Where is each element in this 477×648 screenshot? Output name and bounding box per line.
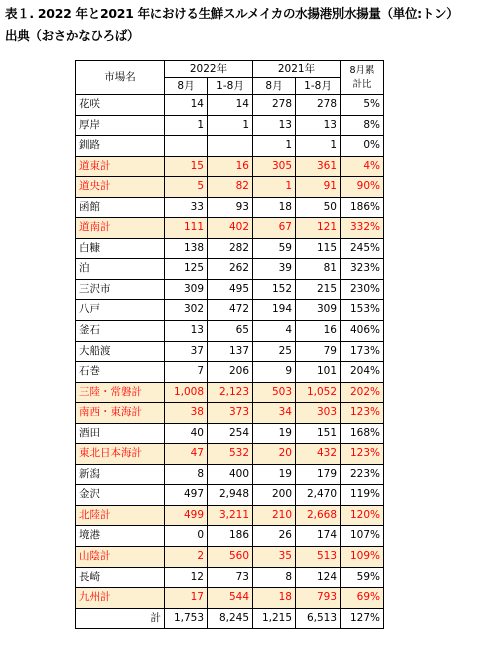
aug-2022-cell: 1,008 <box>165 382 208 403</box>
aug-2021-cell: 278 <box>253 95 296 116</box>
aug-2022-cell: 0 <box>165 526 208 547</box>
market-name-cell: 釜石 <box>76 321 165 342</box>
aug-2021-cell: 13 <box>253 115 296 136</box>
market-name-cell: 山陰計 <box>76 547 165 568</box>
aug-2021-cell: 200 <box>253 485 296 506</box>
cum-2021-cell: 179 <box>296 464 341 485</box>
year-2021-header: 2021年 <box>253 61 341 78</box>
table-row <box>76 403 384 424</box>
cum-2022-cell: 73 <box>208 567 253 588</box>
market-name-cell: 大船渡 <box>76 341 165 362</box>
cum-2022-cell <box>208 136 253 157</box>
cum-2021-cell: 215 <box>296 279 341 300</box>
ratio-cell: 230% <box>341 279 384 300</box>
aug-2022-cell: 14 <box>165 95 208 116</box>
market-name-cell: 酒田 <box>76 423 165 444</box>
table-row <box>76 136 384 157</box>
aug-2021-cell: 18 <box>253 197 296 218</box>
cum-2022-cell: 2,948 <box>208 485 253 506</box>
cum-2022-cell: 3,211 <box>208 505 253 526</box>
aug-2021-cell: 9 <box>253 362 296 383</box>
total-label: 計 <box>76 608 165 629</box>
ratio-cell: 107% <box>341 526 384 547</box>
market-name-cell: 泊 <box>76 259 165 280</box>
ratio-cell: 123% <box>341 403 384 424</box>
market-name-cell: 長崎 <box>76 567 165 588</box>
ratio-cell: 120% <box>341 505 384 526</box>
aug-2021-cell: 152 <box>253 279 296 300</box>
cum-2022-cell: 373 <box>208 403 253 424</box>
aug-2022-cell: 7 <box>165 362 208 383</box>
table-row <box>76 259 384 280</box>
market-name-cell: 金沢 <box>76 485 165 506</box>
aug-2021-cell: 35 <box>253 547 296 568</box>
aug-2021-cell: 210 <box>253 505 296 526</box>
aug-2022-cell: 2 <box>165 547 208 568</box>
table-title: 表１. 2022 年と2021 年における生鮮スルメイカの水揚港別水揚量（単位:トン） <box>5 6 459 21</box>
ratio-cell: 5% <box>341 95 384 116</box>
table-row <box>76 300 384 321</box>
aug-2021-cell: 25 <box>253 341 296 362</box>
table-row <box>76 321 384 342</box>
aug-2022-cell: 497 <box>165 485 208 506</box>
source-note: 出典（おさかなひろば） <box>5 28 140 43</box>
total-row <box>76 608 384 629</box>
market-name-cell: 九州計 <box>76 588 165 609</box>
cum-2022-header: 1-8月 <box>208 78 253 95</box>
cum-2021-cell: 16 <box>296 321 341 342</box>
ratio-cell: 245% <box>341 238 384 259</box>
market-name-cell: 函館 <box>76 197 165 218</box>
cum-2022-cell: 93 <box>208 197 253 218</box>
market-header: 市場名 <box>76 61 165 95</box>
aug-2021-cell: 194 <box>253 300 296 321</box>
aug-2022-cell: 17 <box>165 588 208 609</box>
cum-2021-cell: 79 <box>296 341 341 362</box>
cum-2021-cell: 1,052 <box>296 382 341 403</box>
total-aug-2021: 1,215 <box>253 608 296 629</box>
table-row <box>76 279 384 300</box>
market-name-cell: 三沢市 <box>76 279 165 300</box>
table-body <box>76 95 384 609</box>
market-name-cell: 境港 <box>76 526 165 547</box>
ratio-cell: 202% <box>341 382 384 403</box>
ratio-header <box>341 61 384 95</box>
cum-2022-cell: 16 <box>208 156 253 177</box>
ratio-cell: 223% <box>341 464 384 485</box>
cum-2022-cell: 206 <box>208 362 253 383</box>
aug-2021-cell: 67 <box>253 218 296 239</box>
aug-2021-cell: 20 <box>253 444 296 465</box>
aug-2022-cell <box>165 136 208 157</box>
cum-2022-cell: 2,123 <box>208 382 253 403</box>
cum-2022-cell: 1 <box>208 115 253 136</box>
table-row <box>76 115 384 136</box>
ratio-cell: 59% <box>341 567 384 588</box>
table-row <box>76 588 384 609</box>
table-row <box>76 567 384 588</box>
table-row <box>76 95 384 116</box>
table-row <box>76 177 384 198</box>
cum-2021-cell: 303 <box>296 403 341 424</box>
aug-2021-cell: 34 <box>253 403 296 424</box>
total-aug-2022: 1,753 <box>165 608 208 629</box>
table-row <box>76 218 384 239</box>
aug-2022-cell: 125 <box>165 259 208 280</box>
cum-2021-cell: 361 <box>296 156 341 177</box>
aug-2021-cell: 39 <box>253 259 296 280</box>
table-row <box>76 423 384 444</box>
ratio-cell: 90% <box>341 177 384 198</box>
aug-2022-cell: 111 <box>165 218 208 239</box>
cum-2022-cell: 254 <box>208 423 253 444</box>
cum-2021-cell: 1 <box>296 136 341 157</box>
cum-2021-cell: 174 <box>296 526 341 547</box>
total-cum-2021: 6,513 <box>296 608 341 629</box>
cum-2021-cell: 793 <box>296 588 341 609</box>
table-row <box>76 505 384 526</box>
market-name-cell: 北陸計 <box>76 505 165 526</box>
aug-2021-cell: 26 <box>253 526 296 547</box>
ratio-header-line2: 計比 <box>352 78 372 90</box>
aug-2021-cell: 18 <box>253 588 296 609</box>
ratio-cell: 119% <box>341 485 384 506</box>
cum-2022-cell: 137 <box>208 341 253 362</box>
ratio-cell: 168% <box>341 423 384 444</box>
aug-2022-cell: 302 <box>165 300 208 321</box>
aug-2021-cell: 1 <box>253 177 296 198</box>
aug-2022-cell: 309 <box>165 279 208 300</box>
ratio-cell: 173% <box>341 341 384 362</box>
aug-2022-cell: 138 <box>165 238 208 259</box>
cum-2021-cell: 13 <box>296 115 341 136</box>
table-row <box>76 238 384 259</box>
ratio-header-line1: 8月累 <box>349 64 375 76</box>
market-name-cell: 白糠 <box>76 238 165 259</box>
table-row <box>76 156 384 177</box>
aug-2022-cell: 37 <box>165 341 208 362</box>
market-name-cell: 道南計 <box>76 218 165 239</box>
cum-2022-cell: 472 <box>208 300 253 321</box>
cum-2022-cell: 65 <box>208 321 253 342</box>
table-row <box>76 382 384 403</box>
cum-2021-cell: 115 <box>296 238 341 259</box>
aug-2022-cell: 5 <box>165 177 208 198</box>
ratio-cell: 4% <box>341 156 384 177</box>
cum-2021-cell: 2,470 <box>296 485 341 506</box>
ratio-cell: 153% <box>341 300 384 321</box>
aug-2021-cell: 4 <box>253 321 296 342</box>
table-row <box>76 485 384 506</box>
market-name-cell: 釧路 <box>76 136 165 157</box>
aug-2021-cell: 305 <box>253 156 296 177</box>
aug-2022-cell: 1 <box>165 115 208 136</box>
cum-2021-cell: 278 <box>296 95 341 116</box>
market-name-cell: 道央計 <box>76 177 165 198</box>
table-row <box>76 197 384 218</box>
aug-2022-header: 8月 <box>165 78 208 95</box>
cum-2022-cell: 402 <box>208 218 253 239</box>
cum-2021-cell: 91 <box>296 177 341 198</box>
table-row <box>76 526 384 547</box>
market-name-cell: 三陸・常磐計 <box>76 382 165 403</box>
ratio-cell: 332% <box>341 218 384 239</box>
landings-table <box>75 60 384 629</box>
market-name-cell: 厚岸 <box>76 115 165 136</box>
cum-2021-cell: 432 <box>296 444 341 465</box>
cum-2021-cell: 513 <box>296 547 341 568</box>
cum-2021-cell: 309 <box>296 300 341 321</box>
cum-2021-cell: 50 <box>296 197 341 218</box>
total-cum-2022: 8,245 <box>208 608 253 629</box>
market-name-cell: 新潟 <box>76 464 165 485</box>
ratio-cell: 109% <box>341 547 384 568</box>
aug-2022-cell: 15 <box>165 156 208 177</box>
table-row <box>76 464 384 485</box>
cum-2021-header: 1-8月 <box>296 78 341 95</box>
cum-2022-cell: 544 <box>208 588 253 609</box>
year-2022-header: 2022年 <box>165 61 253 78</box>
aug-2021-cell: 59 <box>253 238 296 259</box>
aug-2022-cell: 8 <box>165 464 208 485</box>
ratio-cell: 69% <box>341 588 384 609</box>
table-row <box>76 341 384 362</box>
aug-2022-cell: 33 <box>165 197 208 218</box>
aug-2022-cell: 12 <box>165 567 208 588</box>
cum-2022-cell: 400 <box>208 464 253 485</box>
aug-2021-cell: 1 <box>253 136 296 157</box>
aug-2021-cell: 19 <box>253 423 296 444</box>
ratio-cell: 186% <box>341 197 384 218</box>
cum-2021-cell: 121 <box>296 218 341 239</box>
cum-2021-cell: 151 <box>296 423 341 444</box>
aug-2022-cell: 13 <box>165 321 208 342</box>
ratio-cell: 8% <box>341 115 384 136</box>
cum-2021-cell: 101 <box>296 362 341 383</box>
aug-2022-cell: 40 <box>165 423 208 444</box>
aug-2022-cell: 38 <box>165 403 208 424</box>
cum-2022-cell: 532 <box>208 444 253 465</box>
cum-2022-cell: 282 <box>208 238 253 259</box>
cum-2022-cell: 186 <box>208 526 253 547</box>
header-row-years <box>76 61 384 78</box>
ratio-cell: 204% <box>341 362 384 383</box>
total-ratio: 127% <box>341 608 384 629</box>
market-name-cell: 南西・東海計 <box>76 403 165 424</box>
cum-2021-cell: 124 <box>296 567 341 588</box>
cum-2022-cell: 14 <box>208 95 253 116</box>
aug-2022-cell: 499 <box>165 505 208 526</box>
aug-2021-cell: 19 <box>253 464 296 485</box>
cum-2022-cell: 495 <box>208 279 253 300</box>
ratio-cell: 123% <box>341 444 384 465</box>
market-name-cell: 東北日本海計 <box>76 444 165 465</box>
cum-2021-cell: 2,668 <box>296 505 341 526</box>
ratio-cell: 406% <box>341 321 384 342</box>
table-row <box>76 547 384 568</box>
table-row <box>76 362 384 383</box>
cum-2022-cell: 262 <box>208 259 253 280</box>
aug-2021-cell: 503 <box>253 382 296 403</box>
cum-2022-cell: 560 <box>208 547 253 568</box>
market-name-cell: 石巻 <box>76 362 165 383</box>
cum-2021-cell: 81 <box>296 259 341 280</box>
market-name-cell: 花咲 <box>76 95 165 116</box>
ratio-cell: 0% <box>341 136 384 157</box>
aug-2021-header: 8月 <box>253 78 296 95</box>
aug-2022-cell: 47 <box>165 444 208 465</box>
table-row <box>76 444 384 465</box>
aug-2021-cell: 8 <box>253 567 296 588</box>
cum-2022-cell: 82 <box>208 177 253 198</box>
market-name-cell: 道東計 <box>76 156 165 177</box>
market-name-cell: 八戸 <box>76 300 165 321</box>
ratio-cell: 323% <box>341 259 384 280</box>
